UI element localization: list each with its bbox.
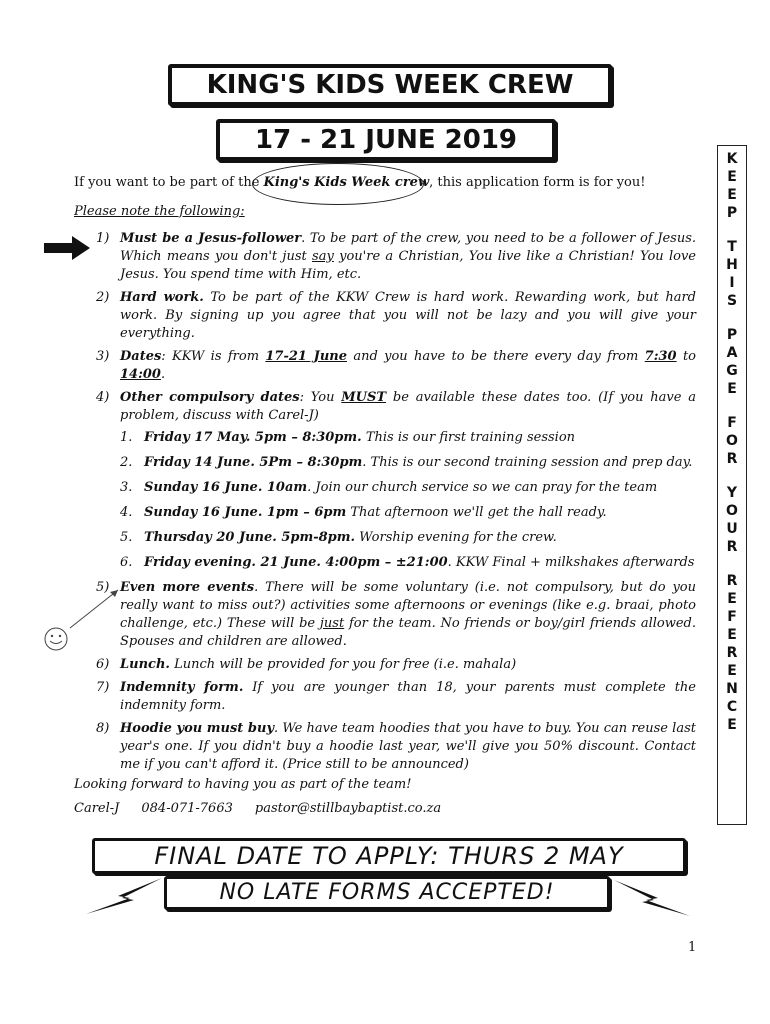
item-text: . There will be some voluntary (i.e. not compulsory, but do you really want to miss out?) activities some afternoons or evenings (like e.g. braai, photo challenge, etc.) These will be xyxy=(120,580,696,631)
item-underline: just xyxy=(319,616,345,631)
sidebar-letter xyxy=(730,222,735,238)
sub-item-number: 4. xyxy=(120,505,133,520)
item-underline: 7:30 xyxy=(644,349,677,364)
list-item xyxy=(74,389,696,572)
sidebar-letter: E xyxy=(727,663,737,679)
item-heading: Dates xyxy=(120,349,162,364)
sidebar-letter xyxy=(730,398,735,414)
sidebar-letter: F xyxy=(727,609,737,625)
sidebar-letter: P xyxy=(726,205,738,221)
no-late-banner: NO LATE FORMS ACCEPTED! xyxy=(164,876,610,910)
keep-reference-sidebar xyxy=(717,145,747,825)
sidebar-letter: E xyxy=(727,381,737,397)
note-heading: Please note the following: xyxy=(74,204,245,219)
sidebar-letter: S xyxy=(726,293,738,309)
item-number: 4) xyxy=(96,390,110,405)
sidebar-letter: I xyxy=(729,275,735,291)
item-text: . xyxy=(160,367,166,382)
sidebar-letter: P xyxy=(726,327,738,343)
sidebar-letter: E xyxy=(727,627,737,643)
item-text: and you have to be there every day from xyxy=(347,349,645,364)
sub-item-number: 5. xyxy=(120,530,133,545)
list-item xyxy=(74,679,696,715)
sidebar-letter: R xyxy=(726,573,738,589)
list-item xyxy=(74,289,696,343)
item-text: be available these dates too. (If you have a problem, discuss with Carel-J) xyxy=(120,390,696,423)
item-number: 5) xyxy=(96,580,110,595)
page-title: KING'S KIDS WEEK CREW xyxy=(168,64,612,106)
item-underline: 14:00 xyxy=(120,367,161,382)
item-text: If you are younger than 18, your parents must complete the indemnity form. xyxy=(120,680,696,713)
sub-item-number: 3. xyxy=(120,480,133,495)
sub-list-item xyxy=(120,554,696,572)
item-text: : You xyxy=(299,390,342,405)
intro-before: If you want to be part of the xyxy=(74,175,264,190)
contact-line xyxy=(74,800,463,818)
sidebar-letter: T xyxy=(727,239,737,255)
compulsory-dates-list xyxy=(120,429,696,572)
sub-item-heading: Thursday 20 June. 5pm-8pm. xyxy=(144,530,356,545)
sidebar-letter: O xyxy=(726,433,738,449)
intro-highlight: King's Kids Week crew xyxy=(263,175,430,190)
item-underline: MUST xyxy=(341,390,387,405)
item-number: 2) xyxy=(96,290,110,305)
sidebar-letter: R xyxy=(726,451,738,467)
smiley-icon xyxy=(42,626,70,652)
intro-after: , this application form is for you! xyxy=(429,175,646,190)
sub-item-number: 6. xyxy=(120,555,133,570)
list-item xyxy=(74,579,696,651)
rules-list xyxy=(74,230,696,779)
item-heading: Other compulsory dates xyxy=(120,390,300,405)
list-item xyxy=(74,720,696,774)
item-number: 1) xyxy=(96,231,110,246)
item-underline: say xyxy=(312,249,334,264)
sidebar-letter: Y xyxy=(726,485,738,501)
sidebar-letter: R xyxy=(726,539,738,555)
sidebar-letter: K xyxy=(726,151,738,167)
sidebar-letter: N xyxy=(726,681,738,697)
sub-list-item xyxy=(120,454,696,472)
sidebar-letter: O xyxy=(726,503,738,519)
item-number: 8) xyxy=(96,721,110,736)
sidebar-letter: E xyxy=(727,169,737,185)
item-number: 6) xyxy=(96,657,110,672)
sub-item-text: This is our first training session xyxy=(361,430,576,445)
sub-list-item xyxy=(120,504,696,522)
sub-item-text: . KKW Final + milkshakes afterwards xyxy=(447,555,695,570)
sidebar-letter: E xyxy=(727,187,737,203)
sub-item-heading: Friday evening. 21 June. 4:00pm – ±21:00 xyxy=(144,555,448,570)
lightning-bolt-icon xyxy=(84,876,164,916)
sidebar-letter: E xyxy=(727,717,737,733)
sidebar-letter: G xyxy=(726,363,738,379)
date-banner: 17 - 21 JUNE 2019 xyxy=(216,119,556,161)
sidebar-letter xyxy=(730,468,735,484)
item-heading: Indemnity form. xyxy=(120,680,244,695)
sidebar-letter: R xyxy=(726,645,738,661)
contact-name: Carel-J xyxy=(74,801,120,816)
sub-item-heading: Friday 14 June. 5Pm – 8:30pm xyxy=(144,455,363,470)
arrow-up-right-icon xyxy=(68,586,122,630)
item-text: to xyxy=(676,349,696,364)
sidebar-letter xyxy=(730,556,735,572)
page-number: 1 xyxy=(688,940,697,955)
list-item xyxy=(74,230,696,284)
item-text: you're a Christian, You live like a Christian! You love Jesus. You spend time with Him, etc. xyxy=(120,249,696,282)
item-text: . We have team hoodies that you have to buy. You can reuse last year's one. If you didn't buy a hoodie last year, we'll give you 50% discount. Contact me if you can't afford it. (Price still to be announced) xyxy=(120,721,696,772)
sub-item-text: . This is our second training session and prep day. xyxy=(362,455,693,470)
closing-text: Looking forward to having you as part of the team! xyxy=(74,777,412,792)
item-number: 3) xyxy=(96,349,110,364)
item-heading: Must be a Jesus-follower xyxy=(120,231,302,246)
list-item xyxy=(74,348,696,384)
sub-item-number: 2. xyxy=(120,455,133,470)
lightning-bolt-icon xyxy=(612,878,692,918)
sidebar-letter: C xyxy=(726,699,738,715)
item-text: Lunch will be provided for you for free (i.e. mahala) xyxy=(169,657,517,672)
sub-item-text: Worship evening for the crew. xyxy=(355,530,557,545)
sub-item-heading: Sunday 16 June. 1pm – 6pm xyxy=(144,505,347,520)
sub-item-heading: Friday 17 May. 5pm – 8:30pm. xyxy=(144,430,362,445)
sidebar-letter xyxy=(730,310,735,326)
sub-item-text: That afternoon we'll get the hall ready. xyxy=(346,505,607,520)
sub-list-item xyxy=(120,529,696,547)
item-heading: Even more events xyxy=(120,580,255,595)
sidebar-letter: E xyxy=(727,591,737,607)
final-date-banner: FINAL DATE TO APPLY: THURS 2 MAY xyxy=(92,838,686,874)
item-heading: Hoodie you must buy xyxy=(120,721,274,736)
intro-text xyxy=(74,174,694,192)
item-heading: Lunch. xyxy=(120,657,170,672)
sidebar-letter: U xyxy=(726,521,738,537)
item-heading: Hard work. xyxy=(120,290,204,305)
contact-email: pastor@stillbaybaptist.co.za xyxy=(254,801,442,816)
sub-list-item xyxy=(120,429,696,447)
item-text: . To be part of the crew, you need to be a follower of Jesus. Which means you don't just xyxy=(120,231,696,264)
sub-list-item xyxy=(120,479,696,497)
sub-item-number: 1. xyxy=(120,430,133,445)
item-text: for the team. No friends or boy/girl friends allowed. Spouses and children are allowed. xyxy=(120,616,696,649)
list-item xyxy=(74,656,696,674)
sidebar-letter: F xyxy=(727,415,737,431)
item-text: : KKW is from xyxy=(161,349,266,364)
sidebar-letter: A xyxy=(726,345,738,361)
contact-phone: 084-071-7663 xyxy=(141,801,233,816)
sub-item-text: . Join our church service so we can pray for the team xyxy=(307,480,658,495)
sidebar-letter: H xyxy=(726,257,738,273)
item-number: 7) xyxy=(96,680,110,695)
sub-item-heading: Sunday 16 June. 10am xyxy=(144,480,308,495)
item-underline: 17-21 June xyxy=(265,349,347,364)
item-text: To be part of the KKW Crew is hard work. Rewarding work, but hard work. By signing up you agree that you will not be lazy and you will give your everything. xyxy=(120,290,696,341)
